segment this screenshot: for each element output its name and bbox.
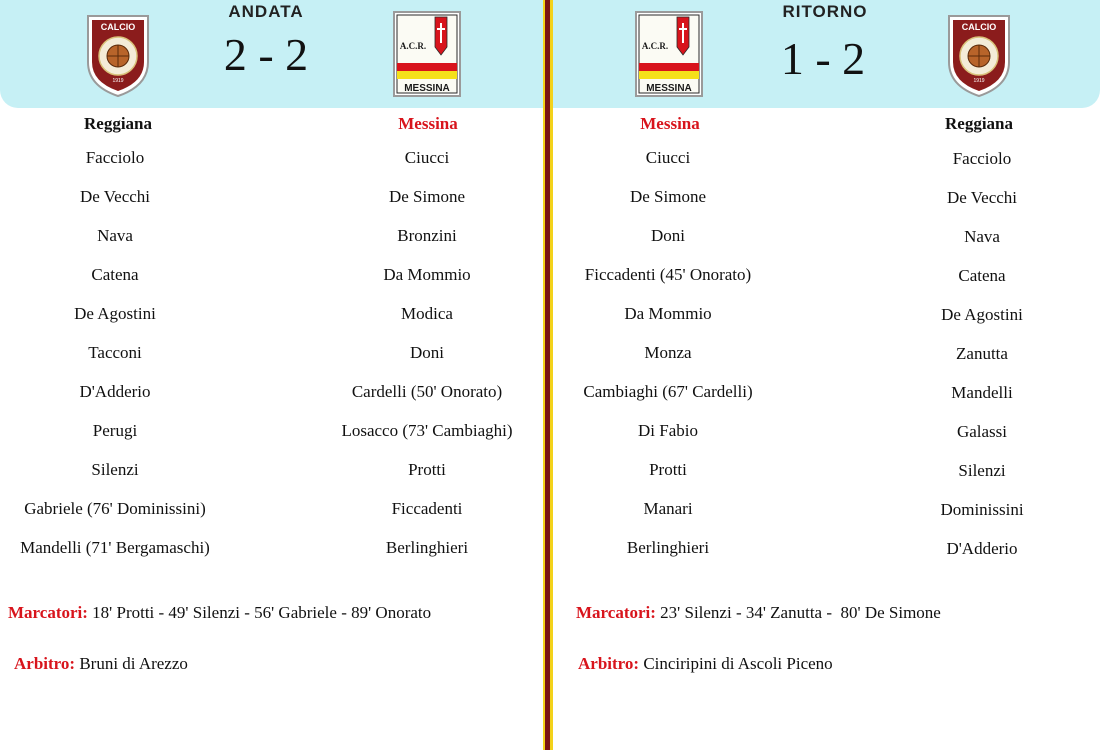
ritorno-away-player: D'Adderio — [946, 539, 1018, 558]
ritorno-away-player: De Agostini — [941, 305, 1023, 324]
ritorno-home-player: Protti — [649, 460, 687, 479]
ritorno-scorers — [576, 603, 941, 623]
andata-home-player: Perugi — [92, 421, 138, 440]
andata-home-player: Facciolo — [85, 148, 145, 167]
svg-text:A.C.R.: A.C.R. — [399, 41, 427, 51]
ritorno-home-player: Ciucci — [645, 148, 691, 167]
ritorno-home-player: Berlinghieri — [626, 538, 710, 557]
ritorno-scorers-label: Marcatori: — [576, 603, 656, 622]
andata-away-team: Messina — [398, 114, 458, 133]
svg-text:MESSINA: MESSINA — [404, 83, 450, 94]
ritorno-away-team: Reggiana — [945, 114, 1013, 133]
reggiana-crest-icon — [84, 12, 152, 98]
andata-home-player: Mandelli (71' Bergamaschi) — [20, 538, 210, 557]
ritorno-referee-label: Arbitro: — [578, 654, 640, 673]
andata-home-player: Catena — [91, 265, 139, 284]
ritorno-away-player: Galassi — [956, 422, 1008, 441]
ritorno-score: 1 - 2 — [780, 33, 866, 84]
andata-away-player: Doni — [410, 343, 444, 362]
andata-home-player: Gabriele (76' Dominissini) — [24, 499, 206, 518]
ritorno-home-team: Messina — [640, 114, 700, 133]
svg-text:MESSINA: MESSINA — [646, 83, 692, 94]
svg-text:A.C.R.: A.C.R. — [641, 41, 669, 51]
ritorno-home-player: Di Fabio — [638, 421, 698, 440]
svg-text:CALCIO: CALCIO — [100, 22, 136, 32]
ritorno-home-player: Cambiaghi (67' Cardelli) — [583, 382, 753, 401]
andata-referee-value: Bruni di Arezzo — [79, 654, 188, 673]
ritorno-referee — [578, 654, 833, 674]
ritorno-scorers-value: 23' Silenzi - 34' Zanutta - 80' De Simone — [660, 603, 941, 622]
andata-home-player: De Agostini — [74, 304, 156, 323]
andata-away-player: Protti — [408, 460, 446, 479]
svg-text:1919: 1919 — [112, 78, 124, 84]
messina-crest-icon — [393, 11, 461, 97]
ritorno-away-player: Dominissini — [940, 500, 1024, 519]
andata-scorers-value: 18' Protti - 49' Silenzi - 56' Gabriele - 89' Onorato — [92, 603, 432, 622]
andata-away-player: Cardelli (50' Onorato) — [351, 382, 503, 401]
andata-score: 2 - 2 — [223, 29, 309, 80]
andata-away-player: Losacco (73' Cambiaghi) — [341, 421, 513, 440]
andata-away-player: Modica — [401, 304, 453, 323]
ritorno-home-player: Monza — [644, 343, 692, 362]
ritorno-home-player: Ficcadenti (45' Onorato) — [584, 265, 752, 284]
ritorno-away-player: Mandelli — [951, 383, 1013, 402]
ritorno-away-player: Silenzi — [958, 461, 1006, 480]
messina-crest-icon — [635, 11, 703, 97]
ritorno-away-player: De Vecchi — [946, 188, 1018, 207]
andata-away-player: Berlinghieri — [385, 538, 469, 557]
center-divider — [543, 0, 553, 750]
ritorno-home-player: Doni — [651, 226, 685, 245]
andata-home-player: D'Adderio — [79, 382, 151, 401]
andata-away-player: Ficcadenti — [391, 499, 463, 518]
andata-away-player: Bronzini — [397, 226, 457, 245]
andata-referee-label: Arbitro: — [14, 654, 76, 673]
andata-home-player: De Vecchi — [79, 187, 151, 206]
ritorno-home-player: Manari — [643, 499, 693, 518]
ritorno-home-player: Da Mommio — [624, 304, 712, 323]
ritorno-away-player: Zanutta — [956, 344, 1008, 363]
andata-home-team: Reggiana — [84, 114, 152, 133]
svg-text:1919: 1919 — [973, 78, 985, 84]
andata-referee — [14, 654, 188, 674]
ritorno-away-player: Facciolo — [952, 149, 1012, 168]
andata-panel — [0, 0, 543, 750]
andata-home-player: Nava — [97, 226, 133, 245]
ritorno-home-player: De Simone — [629, 187, 707, 206]
andata-home-player: Silenzi — [91, 460, 139, 479]
ritorno-label: RITORNO — [782, 2, 868, 21]
andata-home-player: Tacconi — [88, 343, 142, 362]
svg-text:CALCIO: CALCIO — [961, 22, 997, 32]
andata-label: ANDATA — [228, 2, 304, 21]
reggiana-crest-icon — [945, 12, 1013, 98]
ritorno-referee-value: Cinciripini di Ascoli Piceno — [643, 654, 833, 673]
ritorno-away-player: Catena — [958, 266, 1006, 285]
ritorno-away-player: Nava — [964, 227, 1000, 246]
andata-scorers — [8, 603, 431, 623]
andata-away-player: Ciucci — [404, 148, 450, 167]
andata-away-player: De Simone — [388, 187, 466, 206]
ritorno-panel — [553, 0, 1100, 750]
andata-away-player: Da Mommio — [383, 265, 471, 284]
andata-scorers-label: Marcatori: — [8, 603, 88, 622]
